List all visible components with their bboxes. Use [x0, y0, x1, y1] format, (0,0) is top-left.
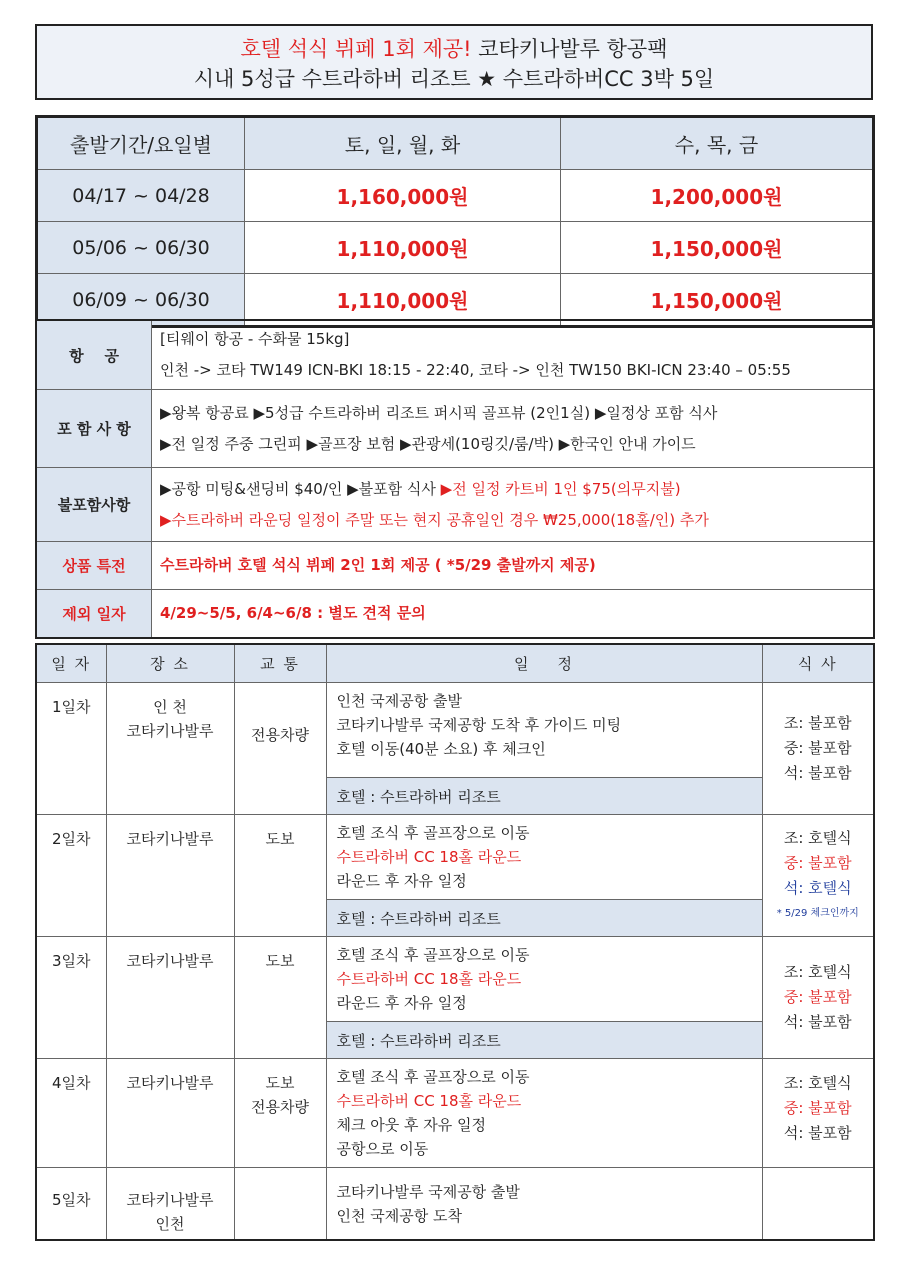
meal-cell: [762, 683, 874, 815]
price-header-row: [37, 117, 874, 170]
excluded-label: 불포함사항: [36, 468, 152, 542]
price-header-period: 출발기간/요일별: [37, 117, 245, 170]
price-header-weekend: 토, 일, 월, 화: [245, 117, 561, 170]
schedule-header-row: [36, 644, 874, 683]
meal-dinner: 석: 불포함: [783, 1124, 852, 1142]
itinerary-line: 호텔 조식 후 골프장으로 이동: [336, 946, 530, 964]
price-value: 1,150,000원: [561, 222, 874, 274]
transport-cell: [234, 1059, 326, 1168]
transport-cell: 도보: [234, 815, 326, 937]
place-cell: [106, 683, 234, 815]
place-line: 코타키나발루: [126, 722, 214, 740]
included-value: [152, 390, 875, 468]
schedule-row: [36, 937, 874, 1022]
itinerary-line: 인천 국제공항 출발: [336, 692, 462, 710]
price-value: 1,150,000원: [561, 274, 874, 327]
itinerary-cell: [326, 937, 762, 1022]
itinerary-line: 호텔 이동(40분 소요) 후 체크인: [336, 740, 546, 758]
place-line: 코타키나발루: [126, 1191, 214, 1209]
price-value: 1,110,000원: [245, 222, 561, 274]
title-product: 코타키나발루 항공팩: [471, 37, 668, 61]
meal-lunch: 중: 불포함: [783, 853, 852, 872]
info-row-included: [36, 390, 874, 468]
transport-line: 도보: [265, 1074, 295, 1092]
meal-cell: [762, 1059, 874, 1168]
hotel-cell: 호텔 : 수트라하버 리조트: [326, 778, 762, 815]
meal-cell: [762, 937, 874, 1059]
meal-note: * 5/29 체크인까지: [776, 907, 859, 919]
title-line-2: 시내 5성급 수트라하버 리조트 ★ 수트라하버CC 3박 5일: [193, 67, 715, 91]
itinerary-line: 코타키나발루 국제공항 도착 후 가이드 미팅: [336, 716, 622, 734]
meal-lunch: 중: 불포함: [783, 988, 852, 1006]
meal-lunch: 중: 불포함: [783, 1099, 852, 1117]
price-row: [37, 170, 874, 222]
price-table: [35, 115, 875, 328]
title-line-1: [37, 34, 871, 64]
place-cell: [106, 1168, 234, 1240]
meal-dinner: 석: 불포함: [783, 1013, 852, 1031]
itinerary-cell: [326, 683, 762, 778]
title-highlight: 호텔 석식 뷔페 1회 제공!: [240, 37, 472, 61]
transport-line: 전용차량: [251, 726, 309, 744]
itinerary-line: 체크 아웃 후 자유 일정: [336, 1116, 486, 1134]
meal-breakfast: 조: 불포함: [783, 714, 852, 732]
title-banner: [35, 24, 873, 100]
header-day: 일 자: [36, 644, 106, 683]
price-value: 1,200,000원: [561, 170, 874, 222]
transport-cell: [234, 683, 326, 815]
info-row-excluded: [36, 468, 874, 542]
schedule-table: [35, 643, 875, 1241]
included-label: 포 함 사 항: [36, 390, 152, 468]
price-value: 1,160,000원: [245, 170, 561, 222]
transport-line: 전용차량: [251, 1098, 309, 1116]
day-label: 5일차: [36, 1168, 106, 1240]
air-label: 항 공: [36, 320, 152, 390]
except-label: 제외 일자: [36, 590, 152, 638]
meal-cell: [762, 1168, 874, 1240]
itinerary-line: 호텔 조식 후 골프장으로 이동: [336, 824, 530, 842]
meal-dinner: 석: 호텔식: [783, 878, 852, 897]
itinerary-line: 인천 국제공항 도착: [336, 1207, 462, 1225]
schedule-row: [36, 1059, 874, 1168]
itinerary-round: 수트라하버 CC 18홀 라운드: [336, 1092, 522, 1110]
schedule-row: [36, 1168, 874, 1240]
header-itinerary: 일 정: [326, 644, 762, 683]
excluded-line-1: [160, 474, 865, 505]
excluded-line-2: ▶수트라하버 라운딩 일정이 주말 또는 현지 공휴일인 경우 ₩25,000(18홀/인) 추가: [160, 510, 709, 529]
included-line-2: ▶전 일정 주중 그린피 ▶골프장 보험 ▶관광세(10링깃/룸/박) ▶한국인 안내 가이드: [160, 434, 696, 453]
meal-dinner: 석: 불포함: [783, 764, 852, 782]
meal-lunch: 중: 불포함: [783, 739, 852, 757]
price-header-weekday: 수, 목, 금: [561, 117, 874, 170]
meal-breakfast: 조: 호텔식: [783, 1074, 852, 1092]
air-line-2: 인천 -> 코타 TW149 ICN-BKI 18:15 - 22:40, 코타 -> 인천 TW150 BKI-ICN 23:40 – 05:55: [160, 361, 791, 379]
itinerary-cell: [326, 815, 762, 900]
day-label: 1일차: [36, 683, 106, 815]
day-label: 2일차: [36, 815, 106, 937]
transport-cell: 도보: [234, 937, 326, 1059]
itinerary-line: 호텔 조식 후 골프장으로 이동: [336, 1068, 530, 1086]
itinerary-line: 라운드 후 자유 일정: [336, 872, 467, 890]
excluded-line-1-text: ▶공항 미팅&샌딩비 $40/인 ▶불포함 식사: [160, 479, 441, 498]
place-line: 인 천: [153, 698, 187, 716]
hotel-cell: 호텔 : 수트라하버 리조트: [326, 1022, 762, 1059]
place-cell: 코타키나발루: [106, 937, 234, 1059]
price-period: 06/09 ~ 06/30: [37, 274, 245, 327]
included-line-1: ▶왕복 항공료 ▶5성급 수트라하버 리조트 퍼시픽 골프뷰 (2인1실) ▶일정상 포함 식사: [160, 403, 718, 422]
itinerary-line: 코타키나발루 국제공항 출발: [336, 1183, 520, 1201]
hotel-cell: 호텔 : 수트라하버 리조트: [326, 900, 762, 937]
itinerary-line: 공항으로 이동: [336, 1140, 429, 1158]
header-meal: 식 사: [762, 644, 874, 683]
header-place: 장 소: [106, 644, 234, 683]
transport-cell: [234, 1168, 326, 1240]
meal-cell: [762, 815, 874, 937]
price-row: [37, 222, 874, 274]
info-table: [35, 319, 875, 639]
itinerary-round: 수트라하버 CC 18홀 라운드: [336, 848, 522, 866]
meal-breakfast: 조: 호텔식: [783, 963, 852, 981]
benefit-value: 수트라하버 호텔 석식 뷔페 2인 1회 제공 ( *5/29 출발까지 제공): [152, 542, 875, 590]
info-row-except: [36, 590, 874, 638]
benefit-label: 상품 특전: [36, 542, 152, 590]
day-label: 4일차: [36, 1059, 106, 1168]
except-value: 4/29~5/5, 6/4~6/8 : 별도 견적 문의: [152, 590, 875, 638]
price-period: 05/06 ~ 06/30: [37, 222, 245, 274]
header-transport: 교 통: [234, 644, 326, 683]
itinerary-round: 수트라하버 CC 18홀 라운드: [336, 970, 522, 988]
place-cell: 코타키나발루: [106, 815, 234, 937]
info-row-benefit: [36, 542, 874, 590]
schedule-row: [36, 815, 874, 900]
price-period: 04/17 ~ 04/28: [37, 170, 245, 222]
schedule-row: [36, 683, 874, 778]
excluded-cart-fee: ▶전 일정 카트비 1인 $75(의무지불): [440, 479, 681, 498]
air-value: [152, 320, 875, 390]
itinerary-cell: [326, 1168, 762, 1240]
day-label: 3일차: [36, 937, 106, 1059]
info-row-air: [36, 320, 874, 390]
air-line-1: [티웨이 항공 - 수화물 15kg]: [160, 330, 350, 348]
itinerary-line: 라운드 후 자유 일정: [336, 994, 467, 1012]
itinerary-cell: [326, 1059, 762, 1168]
place-cell: 코타키나발루: [106, 1059, 234, 1168]
excluded-value: [152, 468, 875, 542]
meal-breakfast: 조: 호텔식: [783, 828, 852, 847]
price-value: 1,110,000원: [245, 274, 561, 327]
place-line: 인천: [155, 1215, 185, 1233]
